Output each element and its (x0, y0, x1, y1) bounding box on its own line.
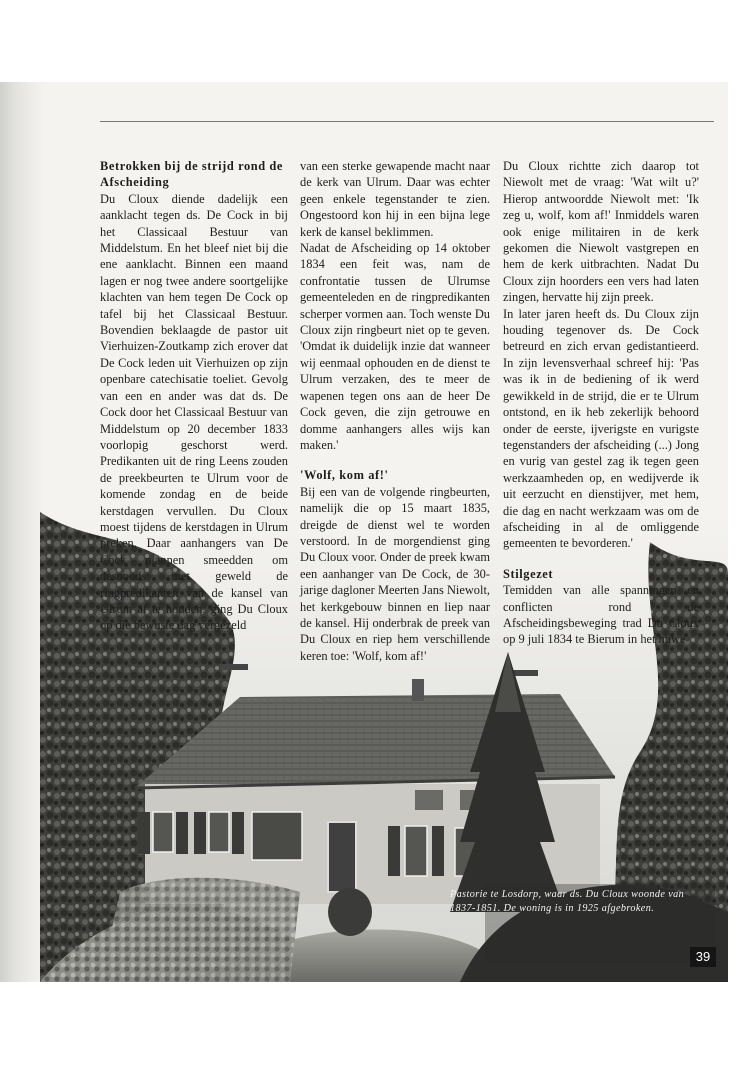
body-paragraph: Du Cloux richtte zich daarop tot Niewolt met de vraag: 'Wat wilt u?' Hierop antwoordde Niewolt met: 'Ik zeg u, wolf, kom af!' Inmiddels waren ook enige militairen in de kerk gekomen die Niewolt vastgrepen en hem de kerk uitbrachten. Nadat Du Cloux zijn hoorders een vers had laten zingen, hervatte hij zijn preek. (503, 159, 699, 305)
section-heading-wolf: 'Wolf, kom af!' (300, 468, 389, 483)
body-paragraph: In later jaren heeft ds. Du Cloux zijn houding tegenover ds. De Cock betreurd en zich ervan gedistantieerd. In zijn levensverhaal schreef hij: 'Pas was ik in de bediening of ik werd gewikkeld in de strijd, die er te Ulrum ontstond, en ik heb zekerlijk behoord onder de eerste, ijverigste en vurigste tegenstanders der afscheiding (...) Jong en vurig van gestel zag ik tegen geen werkzaamheden op, en wedijverde ik uit eerzucht en dienstijver, met hem, die dag en nacht werkzaam was om de afscheiding in al de omliggende gemeenten te bevorderen.' (503, 306, 699, 551)
body-paragraph: Nadat de Afscheiding op 14 oktober 1834 een feit was, nam de confrontatie tussen de Ulrumse gemeenteleden en de ringpredikanten scherper vormen aan. Toch wenste Du Cloux zijn ringbeurt niet op te geven. 'Omdat ik duidelijk inzie dat wanneer wij eenmaal ophouden en de dienst te Ulrum verzaken, des te meer de wapenen tegen ons aan de heer De Cock geven, die zijn getrouwe en domme aanhangers alles wijs kan maken.' (300, 241, 490, 452)
section-heading-stilgezet: Stilgezet (503, 566, 554, 581)
column-2 (300, 158, 490, 664)
magazine-page (0, 82, 728, 982)
page-binding-shadow (0, 82, 44, 982)
body-paragraph: Bij een van de volgende ringbeurten, namelijk die op 15 maart 1835, dreigde de dienst wel te worden verstoord. In de morgendienst ging Du Cloux voor. Onder de preek kwam een aanhanger van De Cock, de 30-jarige dagloner Meerten Jans Niewolt, het kerkgebouw binnen en liep naar de kansel. Hij onderbrak de preek van Du Cloux en riep hem verschillende keren toe: 'Wolf, kom af!' (300, 484, 490, 663)
column-1 (100, 158, 288, 634)
photo-caption: Pastorie te Losdorp, waar ds. Du Cloux woonde van 1837-1851. De woning is in 1925 afgebroken. (450, 889, 685, 914)
column-3 (503, 158, 699, 648)
section-heading-afscheiding: Betrokken bij de strijd rond de Afscheiding (100, 159, 284, 190)
body-paragraph: Temidden van alle spanningen en conflicten rond de Afscheidingsbeweging trad Du Cloux op 9 juli 1834 te Bierum in het huwe- (503, 583, 699, 647)
page-number: 39 (690, 947, 716, 967)
body-paragraph: Du Cloux diende dadelijk een aanklacht tegen ds. De Cock in bij het Classicaal Bestuur van Middelstum. En het bleef niet bij die ene aanklacht. Binnen een maand lagen er nog twee andere soortgelijke klachten van hem tegen De Cock op tafel bij het Classicaal Bestuur. Bovendien beklaagde de pastor uit Vierhuizen-Zoutkamp zich erover dat De Cock leden uit Vierhuizen op zijn openbare catechisatie toeliet. Gevolg van een en ander was dat ds. De Cock door het Classicaal Bestuur van Middelstum op 20 december 1833 voorlopig geschorst werd. Predikanten uit de ring Leens zouden de preekbeurten te Ulrum voor de komende zondag en de beide kerstdagen vervullen. Du Cloux moest tijdens de kerstdagen in Ulrum preken. Daar aanhangers van De Cock plannen smeedden om desnoods met geweld de ringpredikanten van de kansel van Ulrum af te houden, ging Du Cloux op die bewuste dag vergezeld (100, 191, 288, 633)
header-rule (100, 121, 714, 122)
body-paragraph: van een sterke gewapende macht naar de kerk van Ulrum. Daar was echter geen enkele tegenstander te zien. Ongestoord kon hij in een bijna lege kerk de kansel beklimmen. (300, 159, 490, 239)
